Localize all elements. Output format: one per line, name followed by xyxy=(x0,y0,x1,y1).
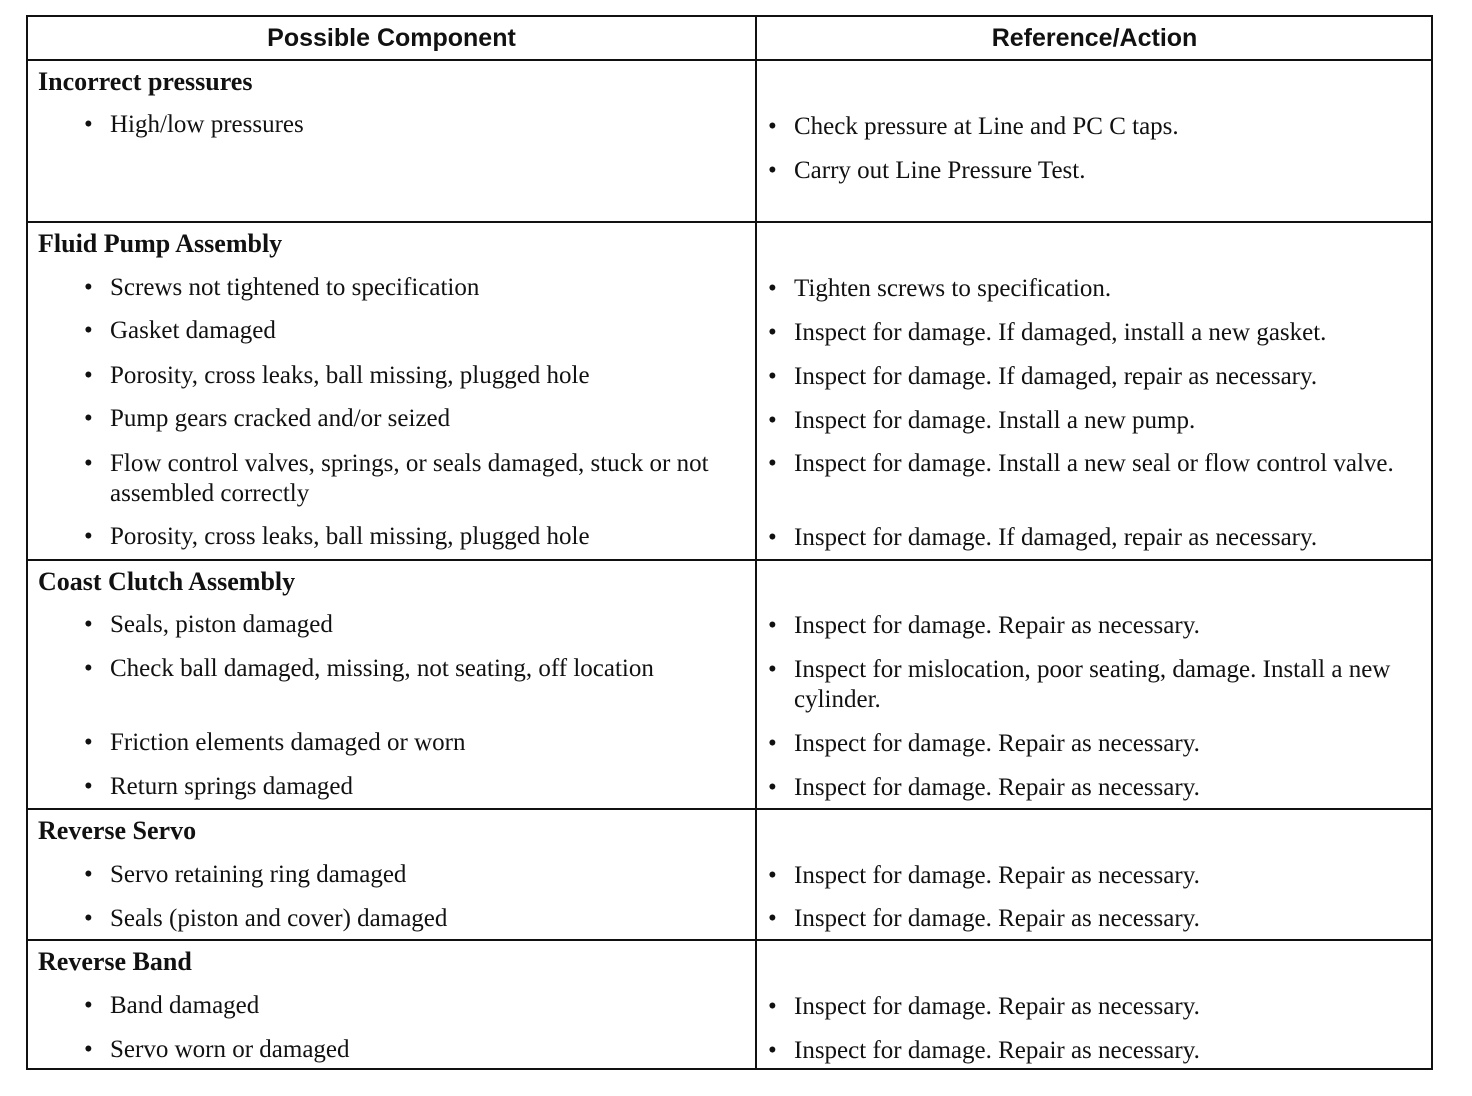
component-item: • Servo retaining ring damaged xyxy=(84,861,407,888)
bullet-icon: • xyxy=(84,1036,93,1063)
component-item: • Servo worn or damaged xyxy=(84,1036,350,1063)
bullet-icon: • xyxy=(84,405,93,432)
action-item: • Inspect for damage. If damaged, repair as necessary. xyxy=(768,524,1318,551)
bullet-icon: • xyxy=(768,774,777,801)
component-item: • Flow control valves, springs, or seals damaged, stuck or not assembled correctly xyxy=(84,450,709,507)
component-item: • Porosity, cross leaks, ball missing, plugged hole xyxy=(84,362,590,389)
bullet-icon: • xyxy=(768,656,777,683)
bullet-icon: • xyxy=(768,157,777,184)
bullet-icon: • xyxy=(84,362,93,389)
component-item: • High/low pressures xyxy=(84,111,304,138)
section-title-coast-clutch-assembly: Coast Clutch Assembly xyxy=(38,567,296,596)
bullet-icon: • xyxy=(768,275,777,302)
bullet-icon: • xyxy=(768,113,777,140)
bullet-icon: • xyxy=(84,655,93,682)
bullet-icon: • xyxy=(84,274,93,301)
section-rule xyxy=(28,559,1431,561)
action-item: • Inspect for damage. Install a new pump. xyxy=(768,407,1196,434)
action-item: • Inspect for damage. Repair as necessary. xyxy=(768,862,1200,889)
component-item: • Screws not tightened to specification xyxy=(84,274,480,301)
component-item: • Gasket damaged xyxy=(84,317,276,344)
component-item: • Check ball damaged, missing, not seating, off location xyxy=(84,655,654,682)
component-item: • Seals (piston and cover) damaged xyxy=(84,905,448,932)
bullet-icon: • xyxy=(84,861,93,888)
bullet-icon: • xyxy=(84,773,93,800)
action-item: • Carry out Line Pressure Test. xyxy=(768,157,1086,184)
section-rule xyxy=(28,808,1431,810)
action-item: • Inspect for damage. Install a new seal or flow control valve. xyxy=(768,450,1394,477)
section-title-reverse-band: Reverse Band xyxy=(38,947,192,976)
action-item: • Inspect for mislocation, poor seating, damage. Install a new cylinder. xyxy=(768,656,1391,713)
action-item: • Inspect for damage. If damaged, repair as necessary. xyxy=(768,363,1318,390)
bullet-icon: • xyxy=(768,524,777,551)
component-item: • Porosity, cross leaks, ball missing, plugged hole xyxy=(84,523,590,550)
component-item: • Pump gears cracked and/or seized xyxy=(84,405,451,432)
bullet-icon: • xyxy=(84,523,93,550)
bullet-icon: • xyxy=(768,363,777,390)
action-item: • Inspect for damage. If damaged, install a new gasket. xyxy=(768,319,1327,346)
bullet-icon: • xyxy=(768,450,777,477)
bullet-icon: • xyxy=(84,611,93,638)
bullet-icon: • xyxy=(84,905,93,932)
component-item: • Friction elements damaged or worn xyxy=(84,729,466,756)
column-divider xyxy=(755,17,757,1068)
component-item: • Seals, piston damaged xyxy=(84,611,333,638)
section-title-fluid-pump-assembly: Fluid Pump Assembly xyxy=(38,229,283,258)
bullet-icon: • xyxy=(84,317,93,344)
section-title-reverse-servo: Reverse Servo xyxy=(38,816,197,845)
section-rule xyxy=(28,939,1431,941)
bullet-icon: • xyxy=(768,993,777,1020)
bullet-icon: • xyxy=(84,450,93,477)
bullet-icon: • xyxy=(768,319,777,346)
bullet-icon: • xyxy=(768,862,777,889)
component-item: • Return springs damaged xyxy=(84,773,354,800)
header-possible-component: Possible Component xyxy=(267,23,516,52)
action-item: • Inspect for damage. Repair as necessary. xyxy=(768,905,1200,932)
bullet-icon: • xyxy=(768,612,777,639)
bullet-icon: • xyxy=(768,905,777,932)
bullet-icon: • xyxy=(84,111,93,138)
action-item: • Inspect for damage. Repair as necessary. xyxy=(768,730,1200,757)
header-rule xyxy=(28,59,1431,61)
action-item: • Inspect for damage. Repair as necessary. xyxy=(768,993,1200,1020)
action-item: • Tighten screws to specification. xyxy=(768,275,1112,302)
bullet-icon: • xyxy=(768,1037,777,1064)
bullet-icon: • xyxy=(84,729,93,756)
bullet-icon: • xyxy=(768,407,777,434)
section-title-incorrect-pressures: Incorrect pressures xyxy=(38,67,253,96)
bullet-icon: • xyxy=(84,992,93,1019)
action-item: • Inspect for damage. Repair as necessary. xyxy=(768,774,1200,801)
action-item: • Inspect for damage. Repair as necessary. xyxy=(768,1037,1200,1064)
header-reference-action: Reference/Action xyxy=(991,23,1198,52)
component-item: • Band damaged xyxy=(84,992,260,1019)
action-item: • Check pressure at Line and PC C taps. xyxy=(768,113,1179,140)
bullet-icon: • xyxy=(768,730,777,757)
diagnostic-table xyxy=(26,15,1433,1070)
section-rule xyxy=(28,221,1431,223)
action-item: • Inspect for damage. Repair as necessary. xyxy=(768,612,1200,639)
